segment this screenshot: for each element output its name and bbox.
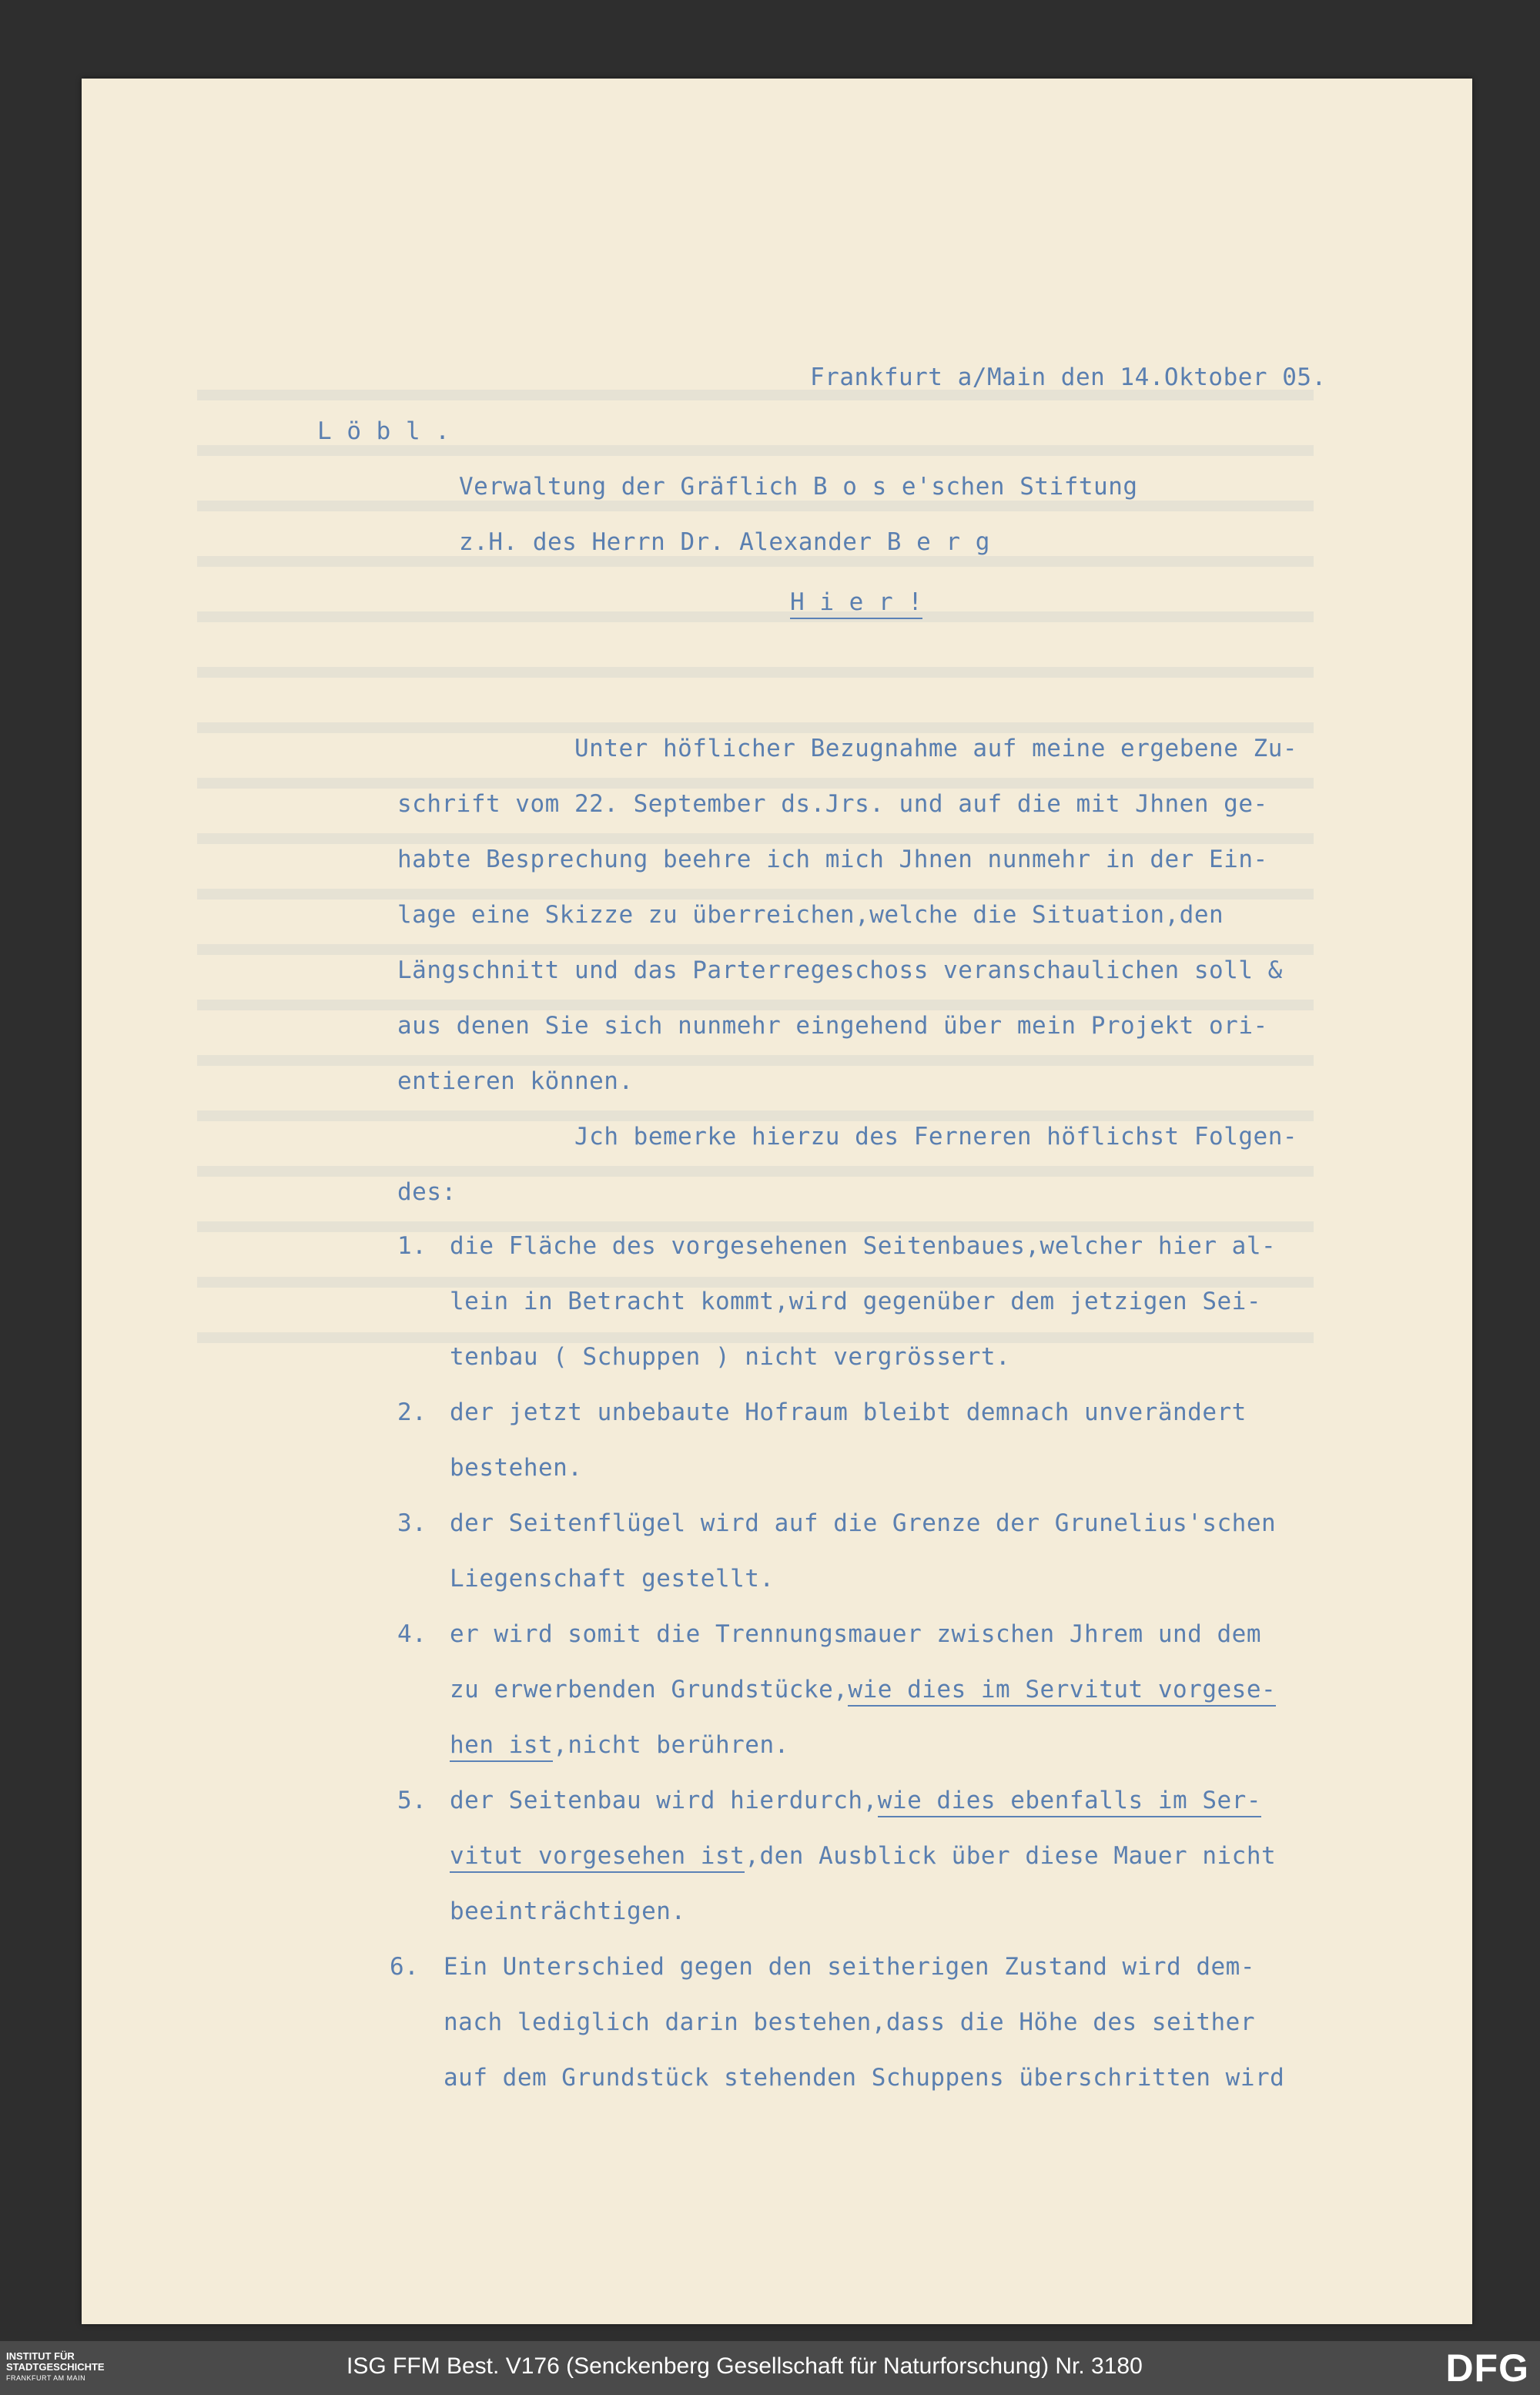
para1-line-7: entieren können. xyxy=(397,1067,634,1095)
item-4-line-2-plain: zu erwerbenden Grundstücke, xyxy=(450,1676,849,1703)
item-1-line-1: die Fläche des vorgesehenen Seitenbaues,welcher hier al- xyxy=(450,1232,1277,1260)
letter-page xyxy=(82,79,1472,2324)
para1-line-1: Unter höflicher Bezugnahme auf meine ergebene Zu- xyxy=(574,735,1298,762)
archive-caption: ISG FFM Best. V176 (Senckenberg Gesellschaft für Naturforschung) Nr. 3180 xyxy=(346,2353,1143,2379)
institution-line-2: STADTGESCHICHTE xyxy=(6,2361,105,2373)
item-4-line-2-underlined: wie dies im Servitut vorgese- xyxy=(848,1676,1276,1707)
item-6-line-2: nach lediglich darin bestehen,dass die Höhe des seither xyxy=(444,2008,1255,2036)
item-5-line-3: beeinträchtigen. xyxy=(450,1898,686,1925)
para1-line-3: habte Besprechung beehre ich mich Jhnen nunmehr in der Ein- xyxy=(397,846,1268,873)
institution-logo xyxy=(6,2351,152,2383)
item-5-line-1 xyxy=(450,1787,1261,1814)
item-6-line-1: Ein Unterschied gegen den seitherigen Zustand wird dem- xyxy=(444,1953,1255,1981)
item-4-line-3-underlined: hen ist xyxy=(450,1731,553,1762)
recipient-line-1: Verwaltung der Gräflich B o s e'schen Stiftung xyxy=(459,473,1138,501)
item-5-line-1-underlined: wie dies ebenfalls im Ser- xyxy=(878,1787,1261,1817)
item-3-line-2: Liegenschaft gestellt. xyxy=(450,1565,775,1593)
item-5-line-2-plain: ,den Ausblick über diese Mauer nicht xyxy=(745,1842,1277,1870)
item-3-number: 3. xyxy=(397,1509,427,1537)
item-1-line-3: tenbau ( Schuppen ) nicht vergrössert. xyxy=(450,1343,1011,1371)
item-4-number: 4. xyxy=(397,1620,427,1648)
item-6-number: 6. xyxy=(390,1953,420,1981)
item-5-line-2 xyxy=(450,1842,1276,1870)
address-here-text: H i e r ! xyxy=(790,588,922,619)
item-2-number: 2. xyxy=(397,1398,427,1426)
item-5-line-2-underlined: vitut vorgesehen ist xyxy=(450,1842,745,1873)
date-line: Frankfurt a/Main den 14.Oktober 05. xyxy=(810,363,1327,391)
para1-line-5: Längschnitt und das Parterregeschoss veranschaulichen soll & xyxy=(397,956,1283,984)
address-here xyxy=(790,588,922,616)
item-4-line-3-plain: ,nicht berühren. xyxy=(553,1731,789,1759)
archive-footer xyxy=(0,2341,1540,2395)
para1-line-2: schrift vom 22. September ds.Jrs. und auf die mit Jhnen ge- xyxy=(397,790,1268,818)
item-5-number: 5. xyxy=(397,1787,427,1814)
institution-line-3: FRANKFURT AM MAIN xyxy=(6,2374,86,2382)
item-2-line-2: bestehen. xyxy=(450,1454,583,1482)
item-6-line-3: auf dem Grundstück stehenden Schuppens überschritten wird xyxy=(444,2064,1285,2092)
para2-line-1: Jch bemerke hierzu des Ferneren höflichst Folgen- xyxy=(574,1123,1298,1151)
institution-line-1: INSTITUT FÜR xyxy=(6,2350,75,2362)
item-4-line-3 xyxy=(450,1731,789,1759)
para2-line-2: des: xyxy=(397,1178,457,1206)
dfg-logo: DFG xyxy=(1445,2346,1529,2390)
item-4-line-1: er wird somit die Trennungsmauer zwischen Jhrem und dem xyxy=(450,1620,1261,1648)
item-1-line-2: lein in Betracht kommt,wird gegenüber dem jetzigen Sei- xyxy=(450,1288,1261,1315)
item-4-line-2 xyxy=(450,1676,1276,1703)
item-1-number: 1. xyxy=(397,1232,427,1260)
para1-line-4: lage eine Skizze zu überreichen,welche die Situation,den xyxy=(397,901,1224,929)
item-5-line-1-plain: der Seitenbau wird hierdurch, xyxy=(450,1787,878,1814)
salutation: L ö b l . xyxy=(317,417,450,445)
item-3-line-1: der Seitenflügel wird auf die Grenze der Grunelius'schen xyxy=(450,1509,1277,1537)
recipient-line-2: z.H. des Herrn Dr. Alexander B e r g xyxy=(459,528,990,556)
para1-line-6: aus denen Sie sich nunmehr eingehend über mein Projekt ori- xyxy=(397,1012,1268,1040)
item-2-line-1: der jetzt unbebaute Hofraum bleibt demnach unverändert xyxy=(450,1398,1247,1426)
